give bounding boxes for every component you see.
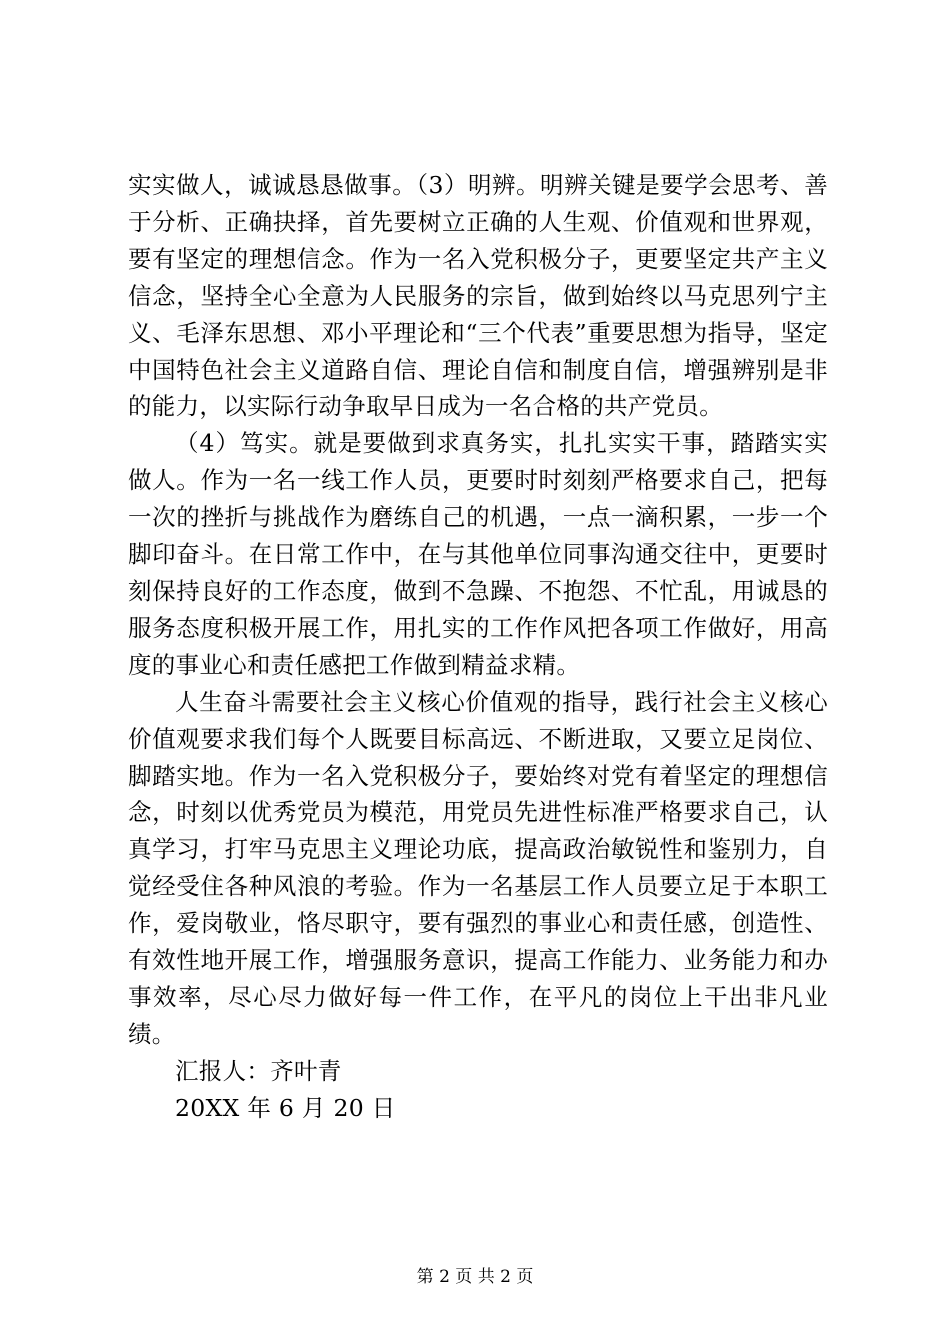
paragraph-conclusion: 人生奋斗需要社会主义核心价值观的指导，践行社会主义核心价值观要求我们每个人既要目标高远、不断进取，又要立足岗位、脚踏实地。作为一名入党积极分子，要始终对党有着坚定的理想信念，时刻以优秀党员为模范，用党员先进性标准严格要求自己，认真学习，打牢马克思主义理论功底，提高政治敏锐性和鉴别力，自觉经受住各种风浪的考验。作为一名基层工作人员要立足于本职工作，爱岗敬业，恪尽职守，要有强烈的事业心和责任感，创造性、有效性地开展工作，增强服务意识，提高工作能力、业务能力和办事效率，尽心尽力做好每一件工作，在平凡的岗位上干出非凡业绩。 <box>128 687 828 1048</box>
document-body <box>128 167 828 1127</box>
reporter-signature: 汇报人：齐叶青 <box>175 1056 342 1085</box>
paragraph-dushi: （4）笃实。就是要做到求真务实，扎扎实实干事，踏踏实实做人。作为一名一线工作人员，更要时时刻刻严格要求自己，把每一次的挫折与挑战作为磨练自己的机遇，一点一滴积累，一步一个脚印奋斗。在日常工作中，在与其他单位同事沟通交往中，更要时刻保持良好的工作态度，做到不急躁、不抱怨、不忙乱，用诚恳的服务态度积极开展工作，用扎实的工作作风把各项工作做好，用高度的事业心和责任感把工作做到精益求精。 <box>128 429 828 679</box>
paragraph-mingbian: 实实做人，诚诚恳恳做事。（3）明辨。明辨关键是要学会思考、善于分析、正确抉择，首先要树立正确的人生观、价值观和世界观，要有坚定的理想信念。作为一名入党积极分子，更要坚定共产主义信念，坚持全心全意为人民服务的宗旨，做到始终以马克思列宁主义、毛泽东思想、邓小平理论和“三个代表”重要思想为指导，坚定中国特色社会主义道路自信、理论自信和制度自信，增强辨别是非的能力，以实际行动争取早日成为一名合格的共产党员。 <box>128 171 828 421</box>
report-date: 20XX 年 6 月 20 日 <box>175 1093 396 1122</box>
page-number-footer: 第 2 页 共 2 页 <box>416 1267 534 1287</box>
